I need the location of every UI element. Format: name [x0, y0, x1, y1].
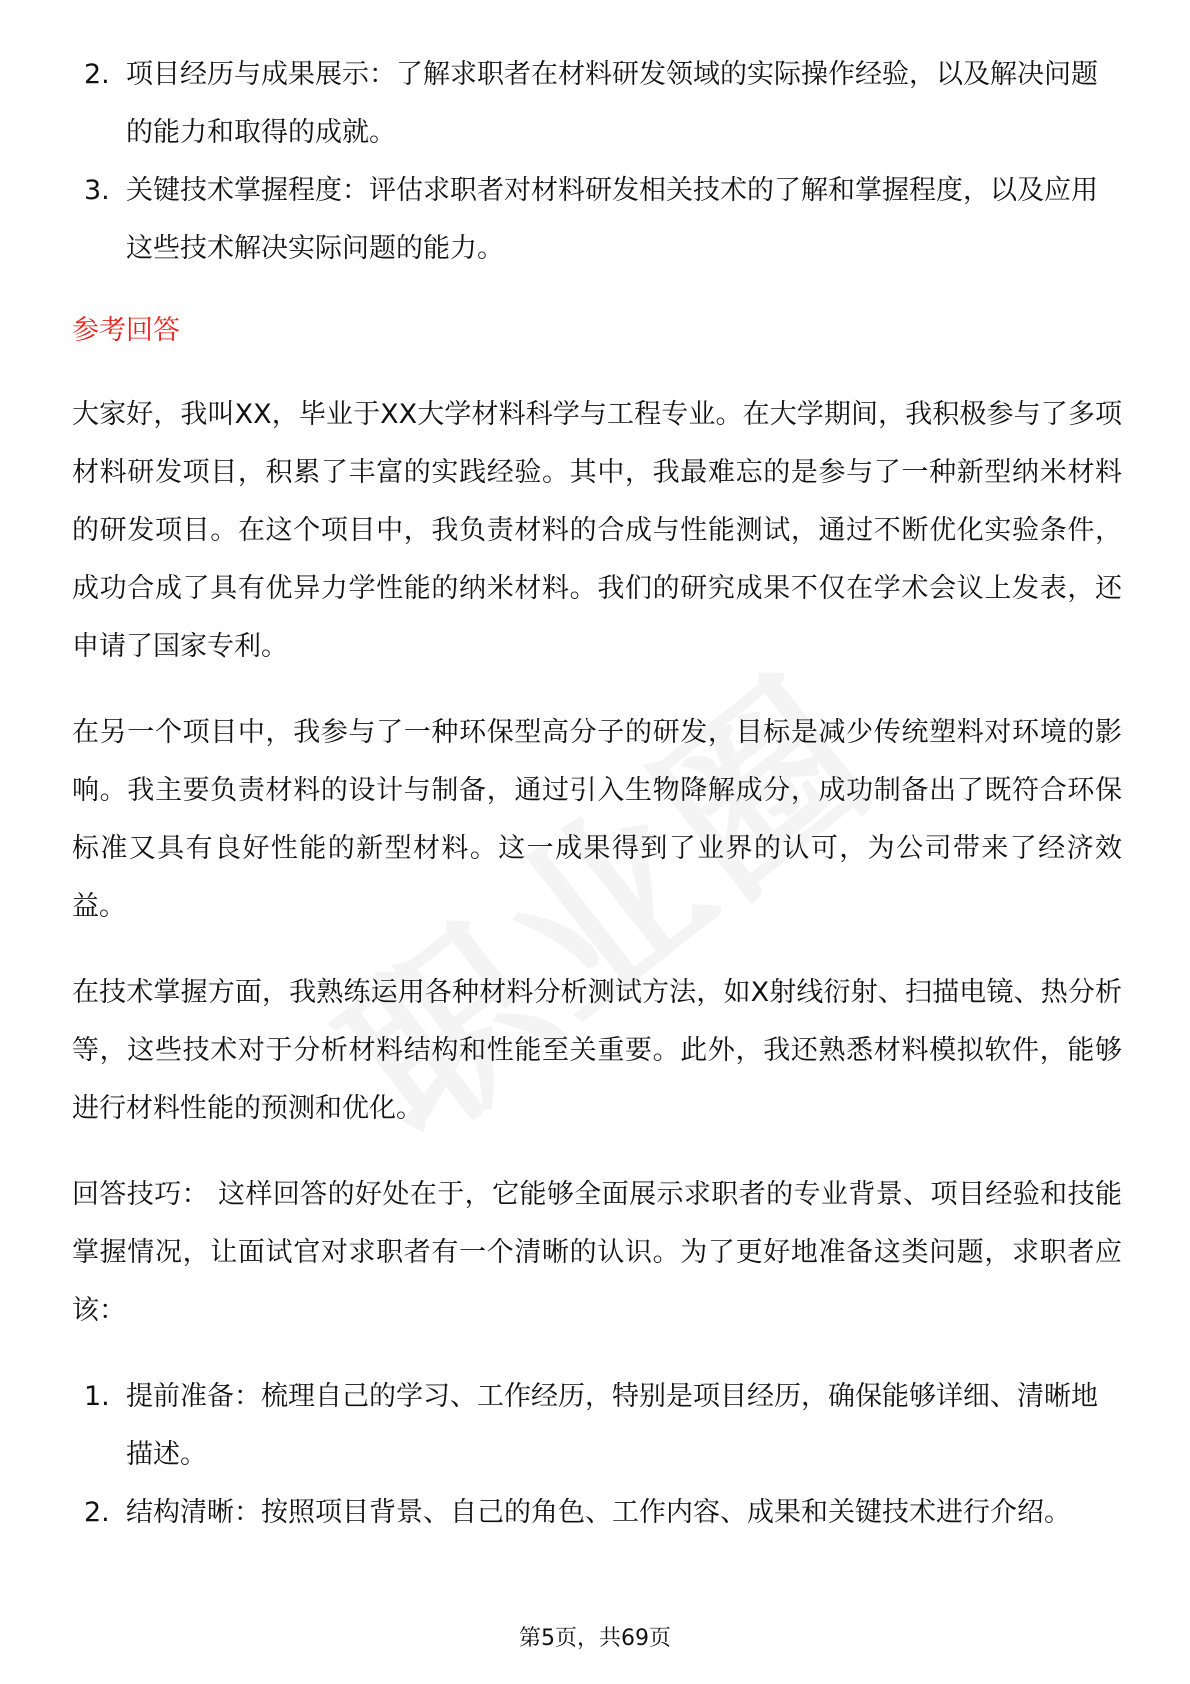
list-item-number: 2.: [84, 59, 110, 90]
list-item: [72, 1368, 1122, 1484]
criteria-list: [72, 46, 1122, 278]
list-item-text: 关键技术掌握程度：评估求职者对材料研发相关技术的了解和掌握程度，以及应用这些技术解决实际问题的能力。: [126, 175, 1098, 264]
list-item: [72, 46, 1122, 162]
list-item-text: 提前准备：梳理自己的学习、工作经历，特别是项目经历，确保能够详细、清晰地描述。: [126, 1381, 1098, 1470]
paragraph: 在技术掌握方面，我熟练运用各种材料分析测试方法，如X射线衍射、扫描电镜、热分析等，这些技术对于分析材料结构和性能至关重要。此外，我还熟悉材料模拟软件，能够进行材料性能的预测和优化。: [72, 977, 1122, 1124]
document-page: [72, 46, 1122, 1542]
list-item-text: 结构清晰：按照项目背景、自己的角色、工作内容、成果和关键技术进行介绍。: [126, 1497, 1071, 1528]
list-item: [72, 1484, 1122, 1542]
page-number: 第5页，共69页: [519, 1626, 671, 1651]
section-heading: 参考回答: [72, 315, 180, 346]
list-item-number: 1.: [84, 1381, 110, 1412]
list-item: [72, 162, 1122, 278]
list-item-number: 3.: [84, 175, 110, 206]
paragraph: 回答技巧： 这样回答的好处在于，它能够全面展示求职者的专业背景、项目经验和技能掌握情况，让面试官对求职者有一个清晰的认识。为了更好地准备这类问题，求职者应该：: [72, 1179, 1122, 1326]
list-item-number: 2.: [84, 1497, 110, 1528]
tips-list: [72, 1368, 1122, 1542]
paragraph: 在另一个项目中，我参与了一种环保型高分子的研发，目标是减少传统塑料对环境的影响。我主要负责材料的设计与制备，通过引入生物降解成分，成功制备出了既符合环保标准又具有良好性能的新型材料。这一成果得到了业界的认可，为公司带来了经济效益。: [72, 717, 1122, 922]
list-item-text: 项目经历与成果展示：了解求职者在材料研发领域的实际操作经验，以及解决问题的能力和取得的成就。: [126, 59, 1098, 148]
paragraph: 大家好，我叫XX，毕业于XX大学材料科学与工程专业。在大学期间，我积极参与了多项材料研发项目，积累了丰富的实践经验。其中，我最难忘的是参与了一种新型纳米材料的研发项目。在这个项目中，我负责材料的合成与性能测试，通过不断优化实验条件，成功合成了具有优异力学性能的纳米材料。我们的研究成果不仅在学术会议上发表，还申请了国家专利。: [72, 399, 1122, 662]
